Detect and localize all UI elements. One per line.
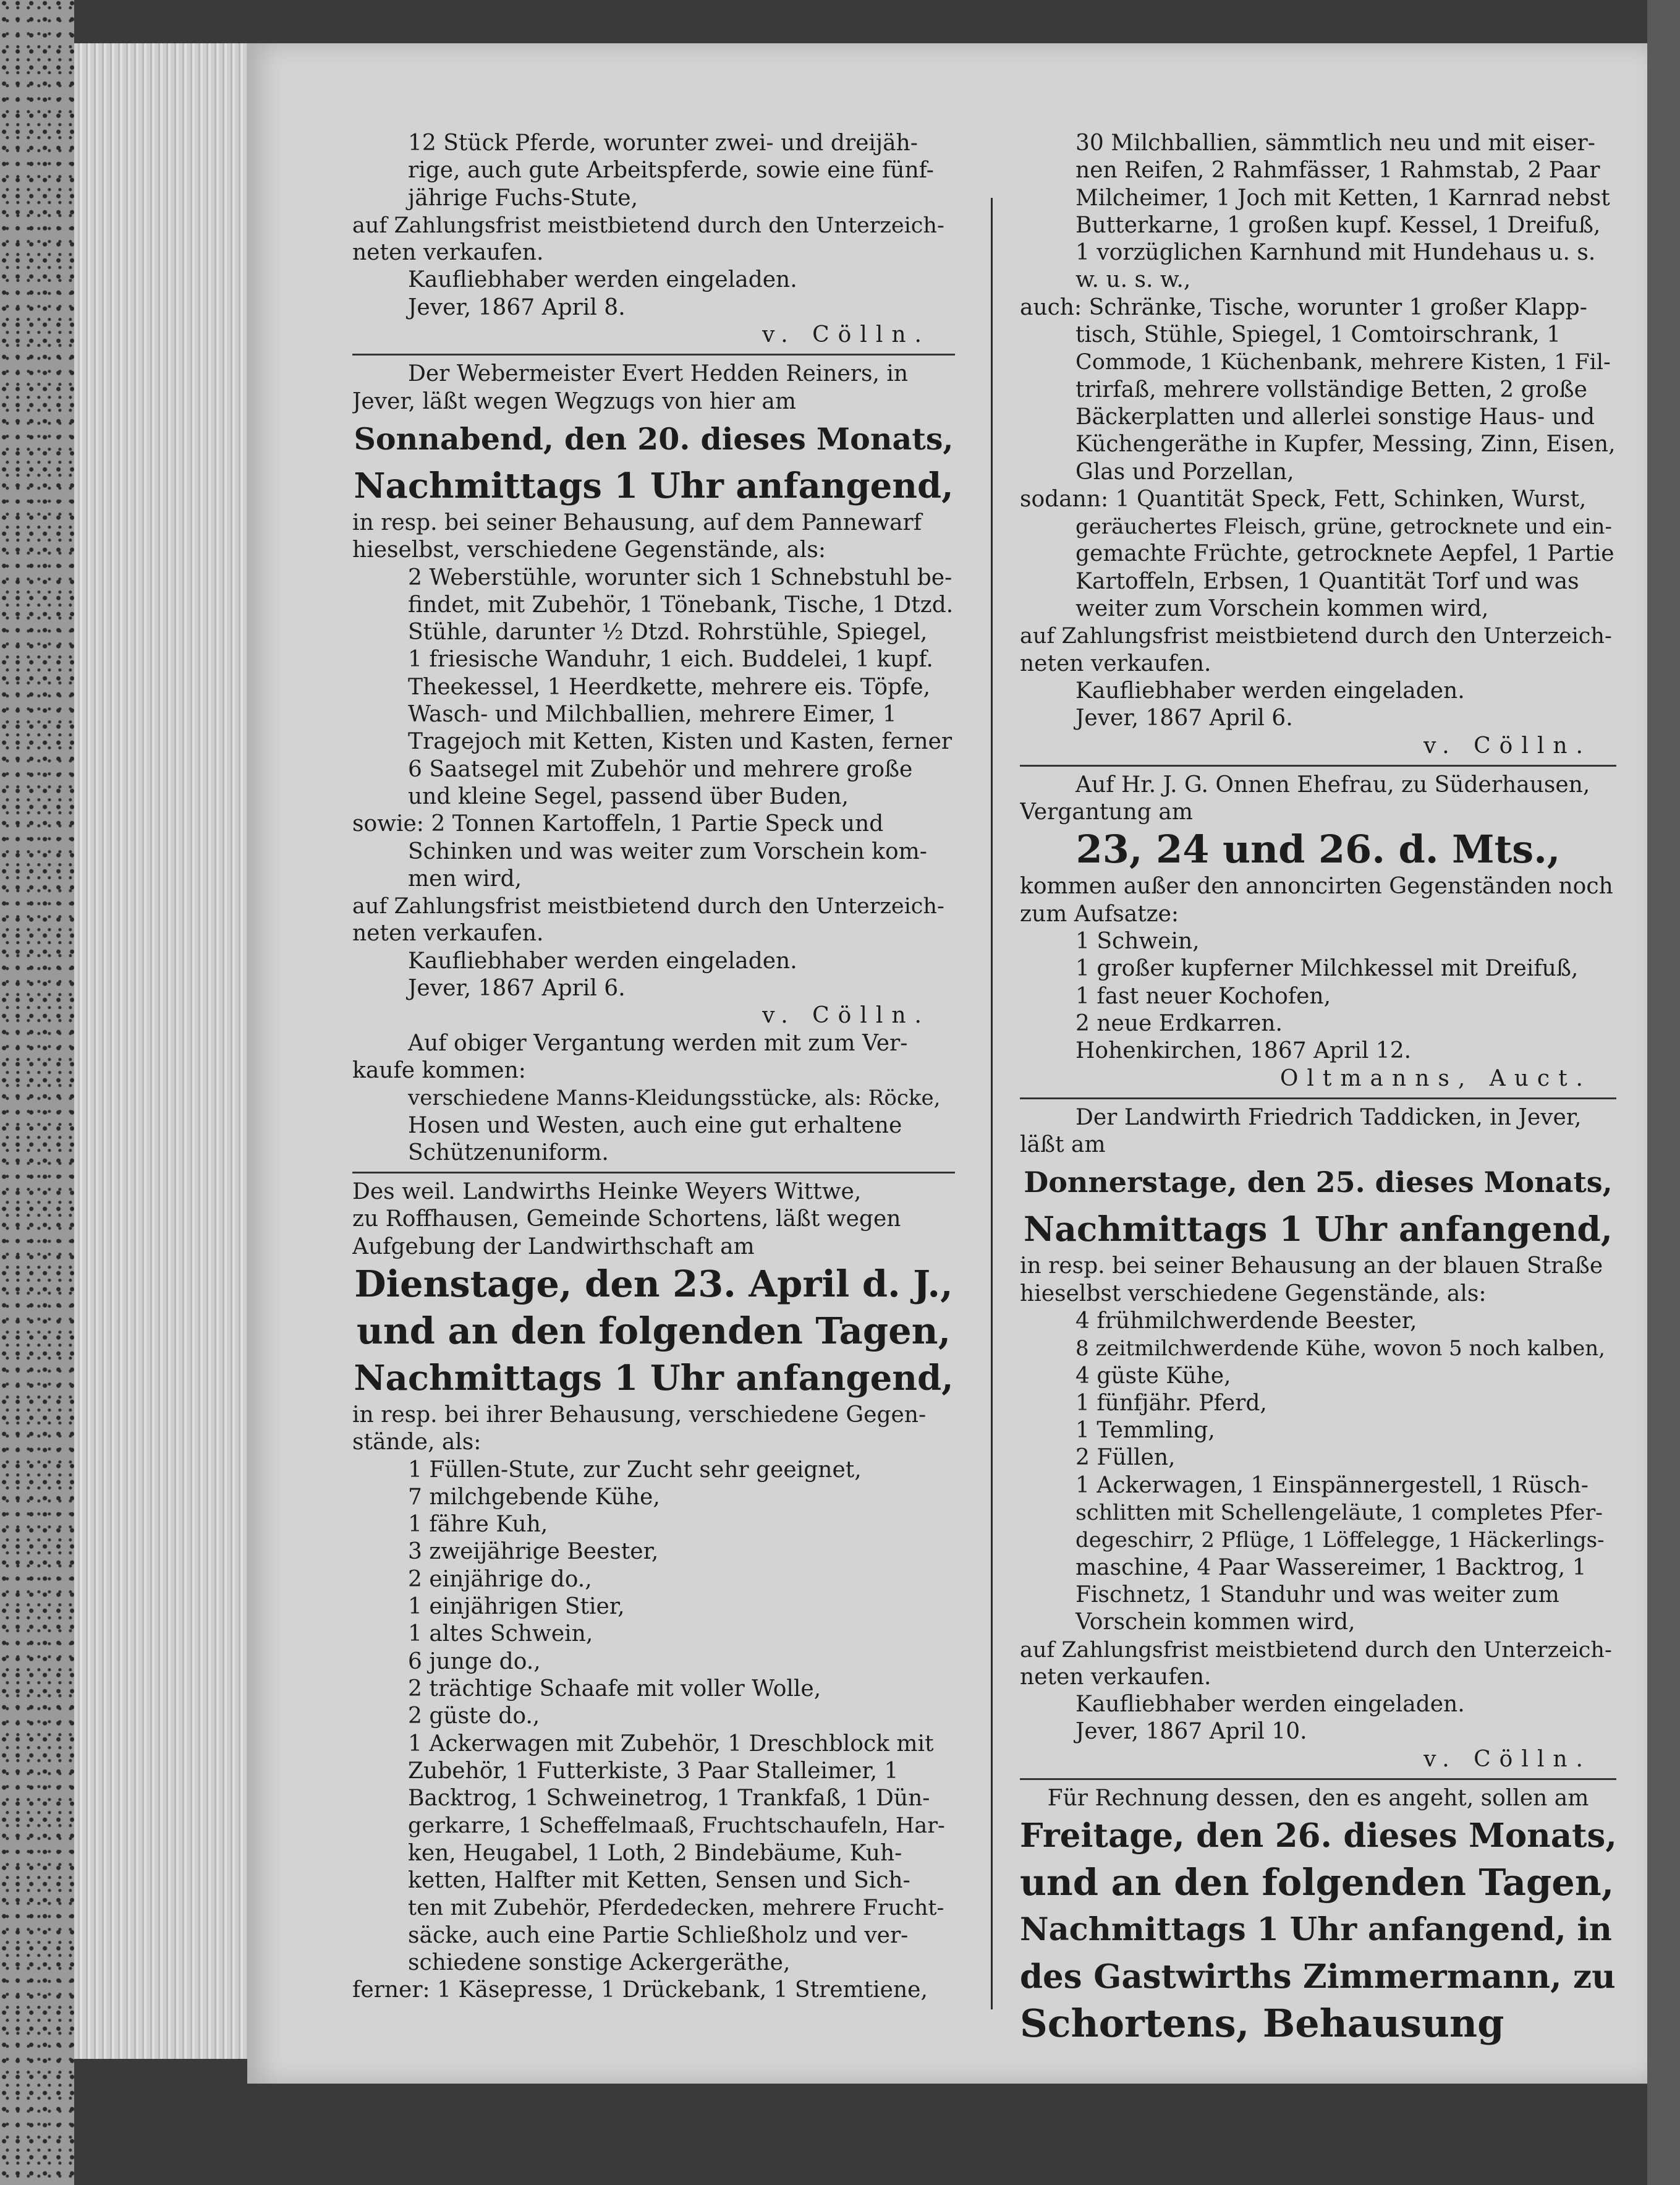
text-line: Glas und Porzellan, [1075,459,1294,485]
text-line: zu Roffhausen, Gemeinde Schortens, läßt wegen [352,1206,901,1232]
text-line: w. u. s. w., [1075,267,1191,293]
text-line: Schützenuniform. [408,1139,609,1165]
notice-taddicken-body [1020,1253,1616,1745]
text-line: Jever, 1867 April 6. [1075,705,1293,731]
text-line: Jever, 1867 April 6. [408,976,626,1002]
text-line: Tragejoch mit Ketten, Kisten und Kasten, ferner [408,729,952,755]
right-column [1020,130,1616,2047]
auction-date-heading: Dienstage, den 23. April d. J., [354,1262,953,1305]
text-line: Kartoffeln, Erbsen, 1 Quantität Torf und was [1075,568,1579,594]
auction-time-heading: Nachmittags 1 Uhr anfangend, [1024,1209,1613,1250]
text-line: hieselbst verschiedene Gegenstände, als: [1020,1280,1487,1306]
text-line: 1 fünfjähr. Pferd, [1075,1390,1267,1416]
text-line: Wasch- und Milchballien, mehrere Eimer, 1 [408,702,897,728]
text-line: 2 neue Erdkarren. [1075,1010,1283,1036]
text-line: auf Zahlungsfrist meistbietend durch den Unterzeich- [1020,1637,1612,1663]
text-line: 4 güste Kühe, [1075,1363,1231,1389]
text-line: trirfaß, mehrere vollständige Betten, 2 große [1075,377,1587,402]
text-line: Kaufliebhaber werden eingeladen. [1075,1692,1465,1718]
text-line: 1 fähre Kuh, [408,1512,548,1538]
text-line: 1 vorzüglichen Karnhund mit Hundehaus u. s. [1075,240,1596,266]
text-line: schiedene sonstige Ackergeräthe, [408,1949,791,1975]
text-line: in resp. bei seiner Behausung an der blauen Straße [1020,1253,1603,1279]
signature: v. Cölln. [762,322,930,348]
text-line: neten verkaufen. [1020,1664,1211,1690]
text-line: 3 zweijährige Beester, [408,1539,659,1565]
text-line: jährige Fuchs-Stute, [408,185,638,211]
text-line: Hosen und Westen, auch eine gut erhaltene [408,1112,902,1138]
text-line: findet, mit Zubehör, 1 Tönebank, Tische, 1 Dtzd. [408,592,954,618]
text-line: neten verkaufen. [352,240,544,266]
text-line: läßt am [1020,1132,1106,1158]
text-line: 2 güste do., [408,1703,540,1729]
left-column [352,130,955,2004]
text-line: 1 Ackerwagen, 1 Einspännergestell, 1 Rüsch- [1075,1472,1589,1498]
text-line: und kleine Segel, passend über Buden, [408,783,849,809]
text-line: ten mit Zubehör, Pferdedecken, mehrere Frucht- [408,1896,944,1921]
text-line: 1 Schwein, [1075,929,1200,955]
text-line: Bäckerplatten und allerlei sonstige Haus- und [1075,404,1595,430]
text-line: 1 Ackerwagen mit Zubehör, 1 Dreschblock mit [408,1731,934,1757]
notice-weyers-intro [352,1178,955,1261]
text-line: hieselbst, verschiedene Gegenstände, als: [352,537,826,563]
text-line: 6 junge do., [408,1648,541,1674]
text-line: rige, auch gute Arbeitspferde, sowie eine fünf- [408,158,934,184]
text-line: Des weil. Landwirths Heinke Weyers Wittwe, [352,1179,862,1205]
text-line: Auf obiger Vergantung werden mit zum Ver- [408,1030,908,1056]
text-line: Commode, 1 Küchenbank, mehrere Kisten, 1 Fil- [1075,350,1611,375]
page-stack-edges [74,43,261,2059]
text-line: gemachte Früchte, getrocknete Aepfel, 1 Partie [1075,541,1614,567]
signature: Oltmanns, Auct. [1279,1065,1592,1091]
notice-reiners-body [352,509,955,1002]
text-line: auf Zahlungsfrist meistbietend durch den Unterzeich- [352,213,944,238]
text-line: 7 milchgebende Kühe, [408,1484,660,1510]
column-divider [991,198,993,2009]
text-line: gerkarre, 1 Scheffelmaaß, Fruchtschaufeln, Har- [408,1813,945,1839]
text-line: ken, Heugabel, 1 Loth, 2 Bindebäume, Kuh- [408,1840,902,1866]
signature: v. Cölln. [1423,1746,1592,1772]
text-line: Auf Hr. J. G. Onnen Ehefrau, zu Süderhausen, [1075,772,1590,798]
text-line: 1 friesische Wanduhr, 1 eich. Buddelei, 1 kupf. [408,647,933,673]
text-line: 12 Stück Pferde, worunter zwei- und dreijäh- [408,130,918,156]
text-line: degeschirr, 2 Pflüge, 1 Löffelegge, 1 Häckerlings- [1075,1528,1605,1553]
text-line: Kaufliebhaber werden eingeladen. [408,948,797,974]
text-line: 1 fast neuer Kochofen, [1075,983,1331,1009]
text-line: Aufgebung der Landwirthschaft am [352,1233,755,1259]
text-line: Backtrog, 1 Schweinetrog, 1 Trankfaß, 1 Dün- [408,1786,930,1812]
heading-line: Schortens, Behausung [1020,2001,1504,2047]
book-cover-edge [0,0,74,2185]
text-line: 8 zeitmilchwerdende Kühe, wovon 5 noch kalben, [1075,1336,1605,1361]
signature: v. Cölln. [762,1003,930,1029]
text-line: 30 Milchballien, sämmtlich neu und mit eiser- [1075,130,1595,156]
separator-rule [1020,1097,1616,1099]
text-line: sodann: 1 Quantität Speck, Fett, Schinken, Wurst, [1020,486,1587,512]
heading-line: Freitage, den 26. dieses Monats, [1020,1817,1617,1855]
text-line: 4 frühmilchwerdende Beester, [1075,1308,1417,1334]
text-line: Jever, läßt wegen Wegzugs von hier am [352,388,796,414]
text-line: Kaufliebhaber werden eingeladen. [408,267,797,293]
notice-reiners-intro [352,360,955,415]
text-line: tisch, Stühle, Spiegel, 1 Comtoirschrank, 1 [1075,322,1561,348]
text-line: Kaufliebhaber werden eingeladen. [1075,678,1465,704]
auction-date-heading: Donnerstage, den 25. dieses Monats, [1024,1165,1613,1199]
text-line: zum Aufsatze: [1020,901,1179,927]
text-line: 1 Temmling, [1075,1418,1215,1444]
text-line: 2 trächtige Schaafe mit voller Wolle, [408,1676,821,1702]
separator-rule [1020,765,1616,767]
notice-zimmermann-intro: Für Rechnung dessen, den es angeht, sollen am [1047,1786,1589,1812]
text-line: 1 altes Schwein, [408,1621,593,1647]
auction-time-heading: Nachmittags 1 Uhr anfangend, [354,465,954,506]
text-line: Zubehör, 1 Futterkiste, 3 Paar Stalleimer, 1 [408,1758,899,1784]
text-line: Theekessel, 1 Heerdkette, mehrere eis. Töpfe, [408,674,931,700]
text-line: nen Reifen, 2 Rahmfässer, 1 Rahmstab, 2 Paar [1075,158,1600,184]
text-line: Milcheimer, 1 Joch mit Ketten, 1 Karnrad nebst [1075,185,1610,211]
heading-line: des Gastwirths Zimmermann, zu [1020,1957,1616,1996]
text-line: neten verkaufen. [1020,650,1211,676]
notice-reiners-addendum [352,1030,955,1167]
text-line: neten verkaufen. [352,921,544,947]
text-line: verschiedene Manns-Kleidungsstücke, als: Röcke, [408,1086,941,1111]
notice-onnen-body [1020,873,1616,1065]
notice-horses [352,130,955,322]
text-line: 2 Füllen, [1075,1445,1176,1471]
signature: v. Cölln. [1423,733,1592,759]
text-line: geräuchertes Fleisch, grüne, getrocknete und ein- [1075,514,1612,540]
text-line: ketten, Halfter mit Ketten, Sensen und Sich- [408,1868,910,1894]
notice-zimmermann-heading [1020,1812,1616,2047]
text-line: Hohenkirchen, 1867 April 12. [1075,1038,1412,1064]
text-line: stände, als: [352,1429,482,1455]
text-line: 2 einjährige do., [408,1566,592,1592]
heading-line: Nachmittags 1 Uhr anfangend, in [1020,1911,1612,1949]
auction-date-heading: 23, 24 und 26. d. Mts., [1075,827,1561,872]
separator-rule [1020,1778,1616,1780]
separator-rule [352,354,955,356]
text-line: schlitten mit Schellengeläute, 1 completes Pfer- [1075,1501,1603,1526]
text-line: Vorschein kommen wird, [1075,1609,1355,1635]
text-line: 2 Weberstühle, worunter sich 1 Schnebstuhl be- [408,564,952,590]
text-line: Vergantung am [1020,799,1193,825]
heading-line: und an den folgenden Tagen, [1020,1861,1614,1904]
text-line: sowie: 2 Tonnen Kartoffeln, 1 Partie Speck und [352,811,884,837]
text-line: 1 großer kupferner Milchkessel mit Dreifuß, [1075,956,1579,982]
text-line: Jever, 1867 April 8. [408,294,626,320]
text-line: kommen außer den annoncirten Gegenständen noch [1020,874,1613,900]
text-line: weiter zum Vorschein kommen wird, [1075,596,1489,622]
text-line: kaufe kommen: [352,1057,526,1083]
text-line: Küchengeräthe in Kupfer, Messing, Zinn, Eisen, [1075,432,1616,458]
auction-time-heading: Nachmittags 1 Uhr anfangend, [354,1357,954,1399]
text-line: säcke, auch eine Partie Schließholz und ver- [408,1922,909,1948]
notice-weyers-continued [1020,130,1616,733]
text-line: auf Zahlungsfrist meistbietend durch den Unterzeich- [1020,624,1612,649]
auction-date-heading: Sonnabend, den 20. dieses Monats, [354,420,954,457]
notice-taddicken-intro [1020,1104,1616,1159]
text-line: maschine, 4 Paar Wassereimer, 1 Backtrog, 1 [1075,1554,1587,1580]
text-line: Der Landwirth Friedrich Taddicken, in Jever, [1075,1104,1582,1130]
notice-onnen-intro [1020,772,1616,827]
auction-days-heading: und an den folgenden Tagen, [356,1309,951,1352]
text-line: auf Zahlungsfrist meistbietend durch den Unterzeich- [352,894,944,919]
text-line: Der Webermeister Evert Hedden Reiners, in [408,361,909,387]
text-line: 1 einjährigen Stier, [408,1594,625,1620]
text-line: men wird, [408,866,522,892]
facing-page-edge [1647,0,1680,2185]
text-line: Fischnetz, 1 Standuhr und was weiter zum [1075,1582,1559,1608]
text-line: Stühle, darunter ½ Dtzd. Rohrstühle, Spiegel, [408,620,928,645]
text-line: Jever, 1867 April 10. [1075,1719,1307,1745]
text-line: 1 Füllen-Stute, zur Zucht sehr geeignet, [408,1457,862,1483]
text-line: 6 Saatsegel mit Zubehör und mehrere große [408,756,913,782]
text-line: in resp. bei ihrer Behausung, verschiedene Gegen- [352,1402,927,1428]
separator-rule [352,1172,955,1173]
text-line: ferner: 1 Käsepresse, 1 Drückebank, 1 Stremtiene, [352,1977,928,2003]
text-line: Schinken und was weiter zum Vorschein kom- [408,838,927,864]
text-line: in resp. bei seiner Behausung, auf dem Pannewarf [352,509,922,535]
notice-weyers-body [352,1402,955,2004]
text-line: auch: Schränke, Tische, worunter 1 großer Klapp- [1020,294,1587,320]
text-line: Butterkarne, 1 großen kupf. Kessel, 1 Dreifuß, [1075,212,1601,238]
